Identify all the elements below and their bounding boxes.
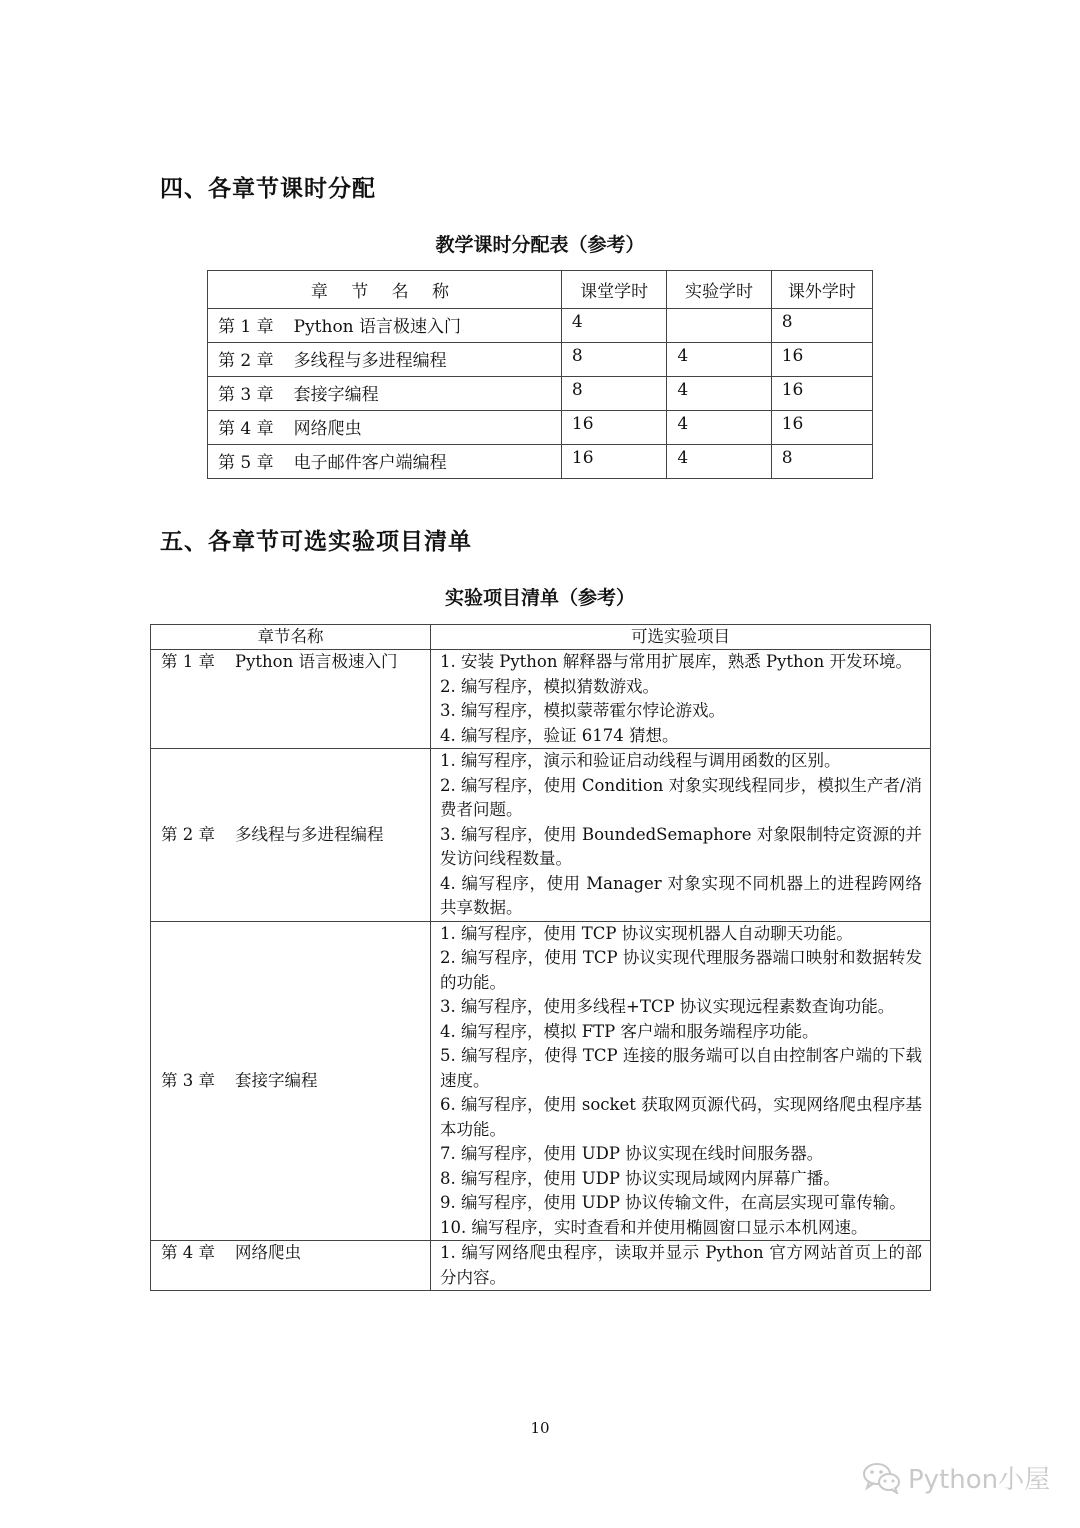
chapter-number: 第 4 章 <box>161 1243 215 1262</box>
chapter-cell <box>208 445 562 479</box>
section-5-heading: 五、各章节可选实验项目清单 <box>160 529 472 555</box>
table-row <box>208 343 873 377</box>
experiment-item: 6. 编写程序，使用 socket 获取网页源代码，实现网络爬虫程序基本功能。 <box>440 1095 922 1139</box>
hours-table-header-row <box>208 271 873 309</box>
header-class-hours: 课堂学时 <box>561 271 666 309</box>
header-extra-hours: 课外学时 <box>771 271 872 309</box>
chapter-number: 第 4 章 <box>218 419 274 439</box>
exp-table-caption: 实验项目清单（参考） <box>444 587 635 609</box>
table-row <box>208 445 873 479</box>
header-chapter-name: 章节名称 <box>151 625 431 650</box>
experiment-item: 10. 编写程序，实时查看和并使用椭圆窗口显示本机网速。 <box>440 1217 868 1237</box>
experiment-item: 2. 编写程序，使用 Condition 对象实现线程同步，模拟生产者/消费者问题。 <box>440 775 922 819</box>
chapter-number: 第 3 章 <box>218 385 274 405</box>
experiment-items-cell <box>431 1241 931 1291</box>
chapter-number: 第 5 章 <box>218 453 274 473</box>
header-optional-experiments: 可选实验项目 <box>431 625 931 650</box>
section-4-heading: 四、各章节课时分配 <box>160 176 376 202</box>
lab-hours-cell: 4 <box>667 445 771 479</box>
table-row <box>208 411 873 445</box>
chapter-cell <box>151 921 431 1241</box>
experiment-items-cell <box>431 921 931 1241</box>
lab-hours-cell: 4 <box>667 377 771 411</box>
experiment-item: 4. 编写程序，模拟 FTP 客户端和服务端程序功能。 <box>440 1021 819 1041</box>
chapter-number: 第 1 章 <box>161 652 215 671</box>
wechat-icon <box>862 1462 902 1494</box>
class-hours-cell: 16 <box>561 411 666 445</box>
experiment-item: 4. 编写程序，验证 6174 猜想。 <box>440 725 679 745</box>
chapter-cell <box>208 377 562 411</box>
extra-hours-cell: 8 <box>771 309 872 343</box>
lab-hours-cell: 4 <box>667 343 771 377</box>
chapter-name: 套接字编程 <box>293 385 379 405</box>
table-row <box>151 749 931 922</box>
experiment-item: 8. 编写程序，使用 UDP 协议实现局域网内屏幕广播。 <box>440 1168 840 1188</box>
chapter-name: 网络爬虫 <box>293 419 362 439</box>
experiment-items-cell <box>431 650 931 749</box>
experiment-item: 3. 编写程序，模拟蒙蒂霍尔悖论游戏。 <box>440 701 725 720</box>
class-hours-cell: 8 <box>561 343 666 377</box>
table-row <box>151 1241 931 1291</box>
chapter-name: 多线程与多进程编程 <box>235 824 384 844</box>
chapter-name: 套接字编程 <box>235 1070 318 1090</box>
table-row <box>208 377 873 411</box>
chapter-number: 第 1 章 <box>218 317 274 337</box>
chapter-number: 第 2 章 <box>218 351 274 371</box>
experiment-item: 1. 安装 Python 解释器与常用扩展库，熟悉 Python 开发环境。 <box>440 652 912 671</box>
chapter-cell <box>151 1241 431 1291</box>
experiment-item: 3. 编写程序，使用 BoundedSemaphore 对象限制特定资源的并发访问线程数量。 <box>440 824 922 868</box>
lab-hours-cell: 4 <box>667 411 771 445</box>
class-hours-cell: 8 <box>561 377 666 411</box>
extra-hours-cell: 16 <box>771 411 872 445</box>
experiment-item: 9. 编写程序，使用 UDP 协议传输文件，在高层实现可靠传输。 <box>440 1193 906 1212</box>
chapter-number: 第 2 章 <box>161 824 215 844</box>
class-hours-cell: 4 <box>561 309 666 343</box>
table-row <box>151 921 931 1241</box>
extra-hours-cell: 16 <box>771 343 872 377</box>
experiment-item: 1. 编写程序，演示和验证启动线程与调用函数的区别。 <box>440 751 841 770</box>
experiment-item: 1. 编写程序，使用 TCP 协议实现机器人自动聊天功能。 <box>440 923 853 943</box>
experiment-item: 4. 编写程序，使用 Manager 对象实现不同机器上的进程跨网络共享数据。 <box>440 873 922 917</box>
chapter-name: Python 语言极速入门 <box>293 317 462 337</box>
hours-allocation-table <box>207 270 873 479</box>
experiment-list-table <box>150 624 931 1291</box>
experiment-item: 2. 编写程序，模拟猜数游戏。 <box>440 676 659 696</box>
experiment-items-cell <box>431 749 931 922</box>
chapter-name: 网络爬虫 <box>235 1243 301 1262</box>
watermark-text: Python小屋 <box>908 1465 1051 1495</box>
hours-table-caption: 教学课时分配表（参考） <box>435 234 645 256</box>
chapter-number: 第 3 章 <box>161 1070 215 1090</box>
exp-table-header-row <box>151 625 931 650</box>
chapter-cell <box>151 650 431 749</box>
chapter-name: 多线程与多进程编程 <box>293 351 447 371</box>
header-lab-hours: 实验学时 <box>667 271 771 309</box>
extra-hours-cell: 16 <box>771 377 872 411</box>
chapter-cell <box>151 749 431 922</box>
experiment-item: 3. 编写程序，使用多线程+TCP 协议实现远程素数查询功能。 <box>440 997 895 1016</box>
page-number: 10 <box>530 1419 550 1437</box>
experiment-item: 7. 编写程序，使用 UDP 协议实现在线时间服务器。 <box>440 1144 824 1163</box>
chapter-name: Python 语言极速入门 <box>235 652 398 671</box>
chapter-cell <box>208 309 562 343</box>
watermark <box>862 1459 1050 1496</box>
chapter-name: 电子邮件客户端编程 <box>293 453 447 473</box>
header-chapter-name: 章 节 名 称 <box>208 271 562 309</box>
experiment-item: 5. 编写程序，使得 TCP 连接的服务端可以自由控制客户端的下载速度。 <box>440 1046 922 1090</box>
chapter-cell <box>208 343 562 377</box>
chapter-cell <box>208 411 562 445</box>
table-row <box>208 309 873 343</box>
lab-hours-cell <box>667 309 771 343</box>
class-hours-cell: 16 <box>561 445 666 479</box>
table-row <box>151 650 931 749</box>
experiment-item: 2. 编写程序，使用 TCP 协议实现代理服务器端口映射和数据转发的功能。 <box>440 948 922 992</box>
experiment-item: 1. 编写网络爬虫程序，读取并显示 Python 官方网站首页上的部分内容。 <box>440 1243 922 1287</box>
extra-hours-cell: 8 <box>771 445 872 479</box>
